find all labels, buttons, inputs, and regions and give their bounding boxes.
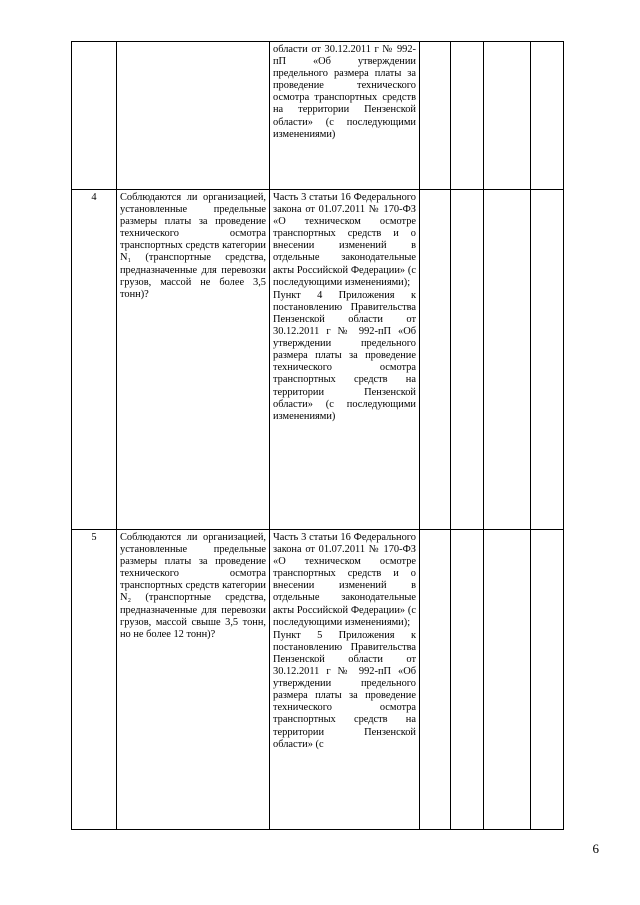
answer-yes-cell — [420, 42, 451, 190]
question-text: Соблюдаются ли организацией, установленные предельные размеры платы за проведение технического осмотра транспортных средств категории N₂ (транспортные средства, предназначенные для перевозки грузов, массой свыше 3,5 тонн, но не более 12 тонн)? — [120, 532, 266, 640]
answer-not-applicable-cell — [484, 530, 531, 830]
legal-basis-paragraph: Часть 3 статьи 16 Федерального закона от 01.07.2011 № 170-ФЗ «О техническом осмотре транспортных средств и о внесении изменений в отдельные законодательные акты Российской Федерации» (с последующими изменениями); — [273, 192, 416, 288]
legal-basis-cell — [270, 42, 420, 190]
answer-not-applicable-cell — [484, 190, 531, 530]
row-number-cell: 5 — [72, 530, 117, 830]
page-number: 6 — [592, 841, 599, 856]
table-row-5 — [72, 530, 564, 830]
note-cell — [531, 42, 564, 190]
question-cell — [117, 42, 270, 190]
answer-yes-cell — [420, 530, 451, 830]
answer-no-cell — [451, 530, 484, 830]
note-cell — [531, 190, 564, 530]
legal-basis-cell — [270, 190, 420, 530]
table-row-continuation — [72, 42, 564, 190]
legal-basis-paragraph: Пункт 4 Приложения к постановлению Правительства Пензенской области от 30.12.2011 г № 992-пП «Об утверждении предельного размера платы за проведение технического осмотра транспортных средств на территории Пензенской области» (с последующими изменениями) — [273, 289, 416, 422]
question-text: Соблюдаются ли организацией, установленные предельные размеры платы за проведение технического осмотра транспортных средств категории N₁ (транспортные средства, предназначенные для перевозки грузов, массой не более 3,5 тонн)? — [120, 192, 266, 300]
answer-yes-cell — [420, 190, 451, 530]
note-cell — [531, 530, 564, 830]
row-number-cell: 4 — [72, 190, 117, 530]
legal-basis-cell — [270, 530, 420, 830]
row-number-cell — [72, 42, 117, 190]
answer-no-cell — [451, 42, 484, 190]
answer-not-applicable-cell — [484, 42, 531, 190]
legal-basis-paragraph: Пункт 5 Приложения к постановлению Правительства Пензенской области от 30.12.2011 г № 992-пП «Об утверждении предельного размера платы за проведение технического осмотра транспортных средств на территории Пензенской области» (с — [273, 629, 416, 750]
table-row-4 — [72, 190, 564, 530]
checklist-table — [71, 41, 564, 830]
legal-basis-paragraph: Часть 3 статьи 16 Федерального закона от 01.07.2011 № 170-ФЗ «О техническом осмотре транспортных средств и о внесении изменений в отдельные законодательные акты Российской Федерации» (с последующими изменениями); — [273, 532, 416, 628]
answer-no-cell — [451, 190, 484, 530]
question-cell — [117, 190, 270, 530]
legal-basis-paragraph: области от 30.12.2011 г № 992-пП «Об утверждении предельного размера платы за проведение технического осмотра транспортных средств на территории Пензенской области» (с последующими изменениями) — [273, 44, 416, 140]
question-cell — [117, 530, 270, 830]
